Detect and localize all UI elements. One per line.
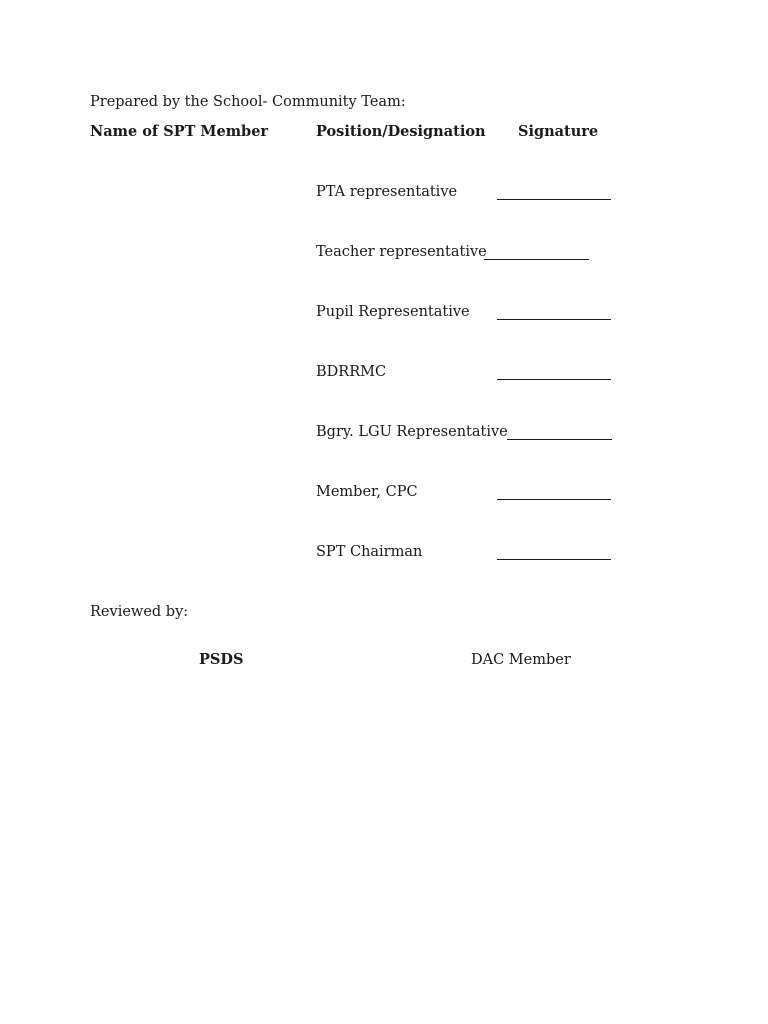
row-pta-position: PTA representative [316,184,458,200]
row-chairman-position: SPT Chairman [316,544,423,560]
row-cpc-position: Member, CPC [316,484,418,500]
row-teacher-position: Teacher representative [316,244,487,260]
signature-line-chairman [497,559,611,560]
row-lgu-position: Bgry. LGU Representative [316,424,508,440]
header-name-of-spt-member: Name of SPT Member [90,123,269,140]
signature-line-cpc [497,499,611,500]
signature-line-teacher [484,259,589,260]
row-bdrrmc-position: BDRRMC [316,364,387,380]
prepared-by-label: Prepared by the School- Community Team: [90,94,406,110]
signature-line-pta [497,199,611,200]
signature-line-lgu [507,439,612,440]
reviewed-by-label: Reviewed by: [90,604,189,620]
row-pupil-position: Pupil Representative [316,304,470,320]
header-signature: Signature [518,123,599,140]
reviewer-psds: PSDS [199,651,244,668]
signature-line-pupil [497,319,611,320]
reviewer-dac-member: DAC Member [471,652,571,668]
header-position-designation: Position/Designation [316,123,486,140]
signature-line-bdrrmc [497,379,611,380]
